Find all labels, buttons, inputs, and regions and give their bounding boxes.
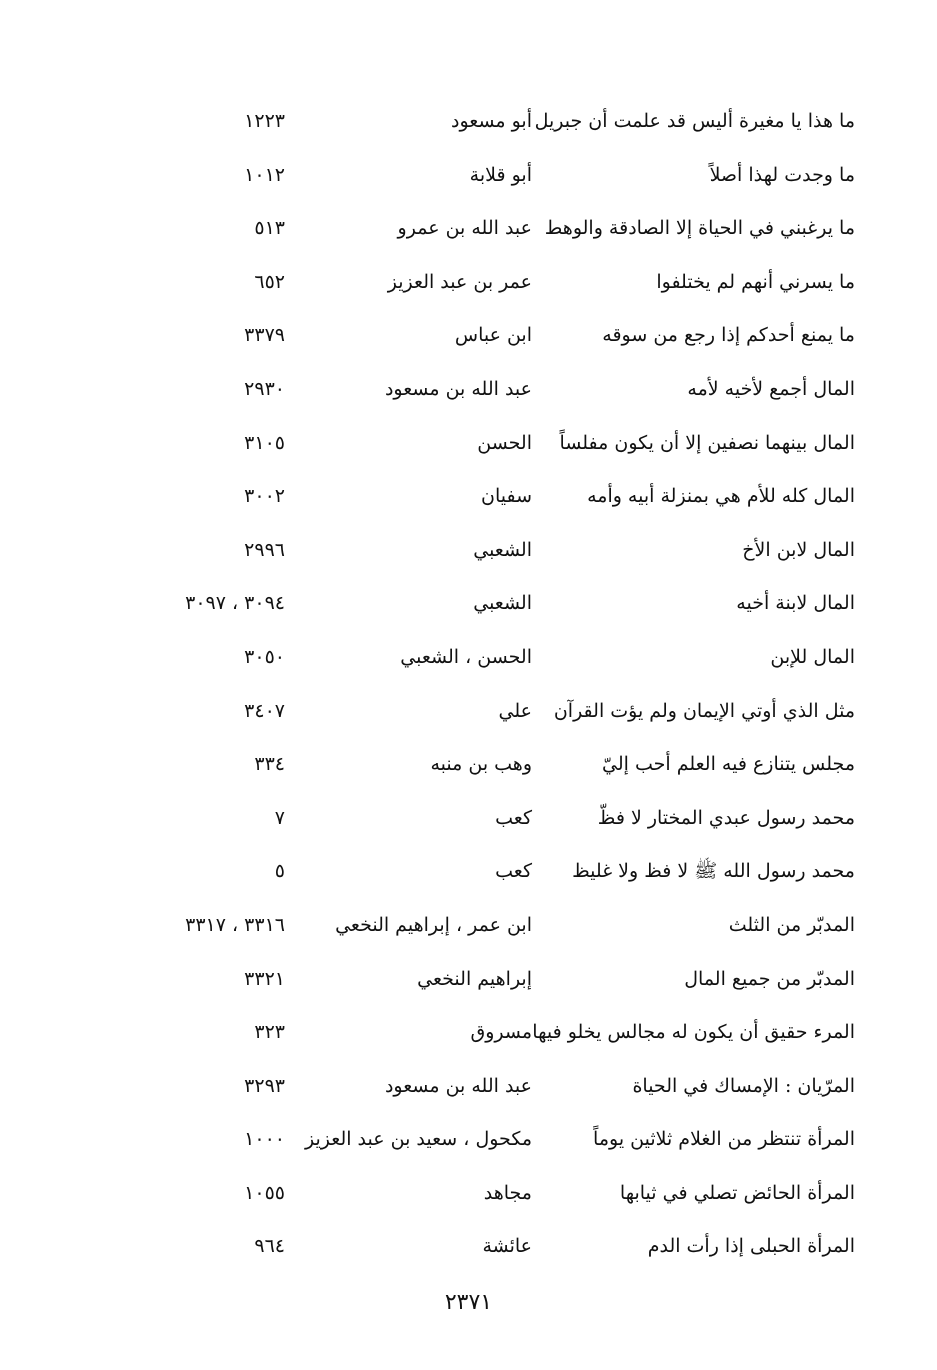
index-row	[0, 634, 937, 688]
index-row	[0, 1009, 937, 1063]
entry-reference-number: ٢٩٩٦	[244, 538, 285, 561]
entry-phrase: ما يرغبني في الحياة إلا الصادقة والوهط	[544, 217, 855, 240]
entry-reference-number: ١٢٢٣	[244, 110, 285, 132]
entry-narrator: مجاهد	[483, 1181, 532, 1204]
entry-phrase: محمد رسول عبدي المختار لا فظّ	[597, 806, 855, 829]
entry-narrator: إبراهيم النخعي	[417, 967, 532, 990]
entry-phrase: المدبّر من الثلث	[728, 913, 855, 936]
index-row	[0, 741, 937, 795]
index-row	[0, 1170, 937, 1224]
entry-phrase: ما يمنع أحدكم إذا رجع من سوقه	[602, 324, 855, 347]
index-row	[0, 98, 937, 152]
index-row	[0, 527, 937, 581]
index-row	[0, 205, 937, 259]
entry-phrase: المال كله للأم هي بمنزلة أبيه وأمه	[587, 485, 855, 508]
entry-phrase: المال لابنة أخيه	[736, 592, 855, 615]
entry-narrator: كعب	[495, 806, 532, 829]
entry-phrase: ما وجدت لهذا أصلاً	[709, 163, 855, 186]
entry-reference-number: ٣٣١٦ ، ٣٣١٧	[185, 913, 285, 936]
entry-phrase: المرأة الحائض تصلي في ثيابها	[619, 1181, 855, 1204]
index-list	[0, 98, 937, 1277]
entry-reference-number: ١٠٠٠	[244, 1128, 285, 1151]
entry-reference-number: ٣٢٣	[254, 1021, 285, 1044]
entry-narrator: عبد الله بن مسعود	[384, 377, 532, 400]
entry-reference-number: ٣٣٢١	[244, 967, 285, 990]
index-row	[0, 312, 937, 366]
entry-narrator: أبو مسعود	[451, 110, 532, 132]
entry-reference-number: ٣١٠٥	[244, 431, 285, 454]
entry-reference-number: ٣٤٠٧	[244, 699, 285, 722]
entry-narrator: الحسن ، الشعبي	[400, 645, 532, 668]
entry-reference-number: ٥	[274, 860, 285, 883]
entry-narrator: عبد الله بن مسعود	[384, 1074, 532, 1097]
index-row	[0, 473, 937, 527]
entry-phrase: المدبّر من جميع المال	[684, 967, 855, 990]
entry-reference-number: ٦٥٢	[254, 270, 285, 293]
index-row	[0, 956, 937, 1010]
index-row	[0, 1116, 937, 1170]
entry-reference-number: ٣٣٧٩	[244, 324, 285, 347]
entry-narrator: الشعبي	[473, 592, 532, 615]
entry-reference-number: ٢٩٣٠	[244, 377, 285, 400]
entry-narrator: ابن عمر ، إبراهيم النخعي	[335, 913, 532, 936]
entry-reference-number: ٣٣٤	[254, 753, 285, 776]
index-row	[0, 420, 937, 474]
index-row	[0, 688, 937, 742]
entry-phrase: محمد رسول الله ﷺ لا فظ ولا غليظ	[572, 860, 855, 883]
entry-phrase: المال للإبن	[770, 645, 855, 668]
entry-narrator: عبد الله بن عمرو	[397, 217, 532, 240]
entry-narrator: مسروق	[470, 1021, 532, 1044]
entry-narrator: الشعبي	[473, 538, 532, 561]
entry-reference-number: ٥١٣	[254, 217, 285, 240]
entry-narrator: مكحول ، سعيد بن عبد العزيز	[305, 1128, 532, 1151]
index-row	[0, 1223, 937, 1277]
entry-phrase: مثل الذي أوتي الإيمان ولم يؤت القرآن	[553, 699, 855, 722]
index-row	[0, 580, 937, 634]
entry-narrator: عمر بن عبد العزيز	[387, 270, 532, 293]
entry-phrase: المرأة تنتظر من الغلام ثلاثين يوماً	[593, 1128, 855, 1151]
index-row	[0, 1063, 937, 1117]
entry-reference-number: ٣٢٩٣	[244, 1074, 285, 1097]
index-row	[0, 795, 937, 849]
entry-reference-number: ٣٠٥٠	[244, 645, 285, 668]
entry-narrator: ابن عباس	[454, 324, 532, 347]
entry-phrase: ما هذا يا مغيرة أليس قد علمت أن جبريل	[534, 110, 855, 132]
entry-narrator: سفيان	[480, 485, 532, 508]
entry-narrator: الحسن	[477, 431, 532, 454]
entry-phrase: المال لابن الأخ	[742, 538, 855, 561]
entry-phrase: المال أجمع لأخيه لأمه	[687, 377, 855, 400]
entry-phrase: ما يسرني أنهم لم يختلفوا	[656, 270, 855, 293]
entry-narrator: وهب بن منبه	[430, 753, 532, 776]
entry-reference-number: ٣٠٩٤ ، ٣٠٩٧	[185, 592, 285, 615]
index-row	[0, 259, 937, 313]
entry-phrase: المرّيان : الإمساك في الحياة	[632, 1074, 855, 1097]
index-row	[0, 366, 937, 420]
entry-reference-number: ٧	[274, 806, 285, 829]
index-row	[0, 152, 937, 206]
entry-reference-number: ٣٠٠٢	[244, 485, 285, 508]
page-number: ٢٣٧١	[444, 1290, 493, 1315]
entry-narrator: أبو قلابة	[469, 163, 532, 186]
entry-narrator: كعب	[495, 860, 532, 883]
index-row	[0, 902, 937, 956]
entry-narrator: علي	[498, 699, 532, 722]
entry-phrase: المال بينهما نصفين إلا أن يكون مفلساً	[559, 431, 855, 454]
entry-phrase: المرء حقيق أن يكون له مجالس يخلو فيها	[532, 1021, 855, 1044]
entry-phrase: المرأة الحبلى إذا رأت الدم	[647, 1235, 855, 1258]
entry-phrase: مجلس يتنازع فيه العلم أحب إليّ	[602, 753, 855, 776]
entry-reference-number: ١٠١٢	[244, 163, 285, 186]
entry-reference-number: ٩٦٤	[254, 1235, 285, 1258]
entry-narrator: عائشة	[482, 1235, 532, 1258]
entry-reference-number: ١٠٥٥	[244, 1181, 285, 1204]
index-row	[0, 848, 937, 902]
